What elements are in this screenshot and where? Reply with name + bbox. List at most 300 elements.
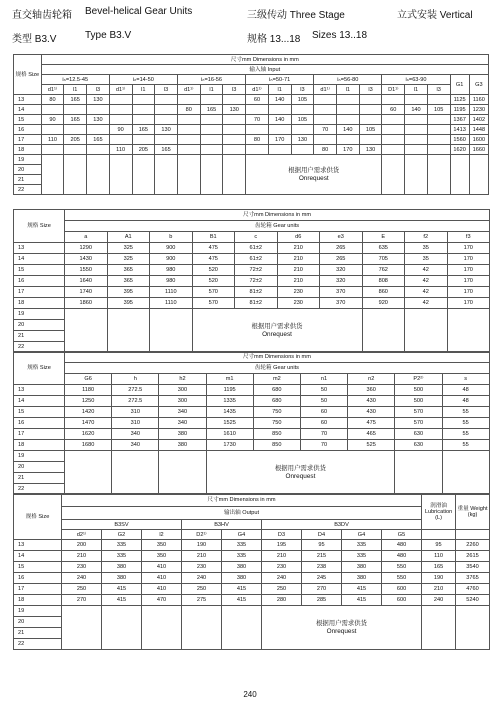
value-cell: 105 <box>291 115 314 125</box>
value-cell <box>87 155 110 195</box>
value-cell <box>109 115 132 125</box>
value-cell: 410 <box>142 584 182 595</box>
value-cell: 42 <box>405 287 448 298</box>
value-cell: 72±2 <box>235 276 278 287</box>
sub-header: G4 <box>342 530 382 540</box>
column-header: c <box>235 232 278 243</box>
value-cell <box>132 155 155 195</box>
value-cell <box>200 115 223 125</box>
column-header: n1 <box>300 374 347 385</box>
value-cell <box>382 145 405 155</box>
value-cell: 415 <box>222 584 262 595</box>
value-cell <box>405 115 428 125</box>
sub-header: l1 <box>64 85 87 95</box>
value-cell: 48 <box>442 385 489 396</box>
value-cell <box>155 135 178 145</box>
value-cell: 2260 <box>456 540 490 551</box>
value-cell: 1660 <box>469 145 488 155</box>
on-request-cn: 根据用户需求供货 <box>251 322 303 330</box>
value-cell <box>132 95 155 105</box>
table-row <box>14 298 490 309</box>
value-cell: 1402 <box>469 115 488 125</box>
value-cell <box>177 125 200 135</box>
value-cell: 50 <box>300 385 347 396</box>
on-request-note <box>192 309 362 353</box>
value-cell: 5240 <box>456 595 490 606</box>
value-cell: 265 <box>320 254 363 265</box>
value-cell <box>382 95 405 105</box>
value-cell: 200 <box>62 540 102 551</box>
value-cell: 140 <box>268 95 291 105</box>
value-cell: 170 <box>336 145 359 155</box>
value-cell: 380 <box>222 562 262 573</box>
value-cell: 170 <box>447 243 490 254</box>
value-cell <box>200 125 223 135</box>
value-cell: 170 <box>447 254 490 265</box>
value-cell <box>109 135 132 145</box>
size-cell: 20 <box>14 617 62 628</box>
value-cell: 70 <box>314 125 337 135</box>
column-header: d6 <box>277 232 320 243</box>
table-row <box>14 254 490 265</box>
sub-header: l3 <box>291 85 314 95</box>
value-cell: 2615 <box>456 551 490 562</box>
value-cell <box>155 115 178 125</box>
value-cell: 980 <box>150 265 193 276</box>
value-cell <box>200 95 223 105</box>
value-cell <box>102 606 142 650</box>
value-cell <box>336 135 359 145</box>
value-cell: 81±2 <box>235 298 278 309</box>
value-cell: 230 <box>62 562 102 573</box>
value-cell: 4760 <box>456 584 490 595</box>
on-request-en: Onrequest <box>285 472 316 480</box>
on-request-note <box>206 451 395 495</box>
column-header: f3 <box>447 232 490 243</box>
sub-header: l1 <box>132 85 155 95</box>
value-cell <box>336 115 359 125</box>
value-cell: 340 <box>159 418 206 429</box>
size-header: 规格 Size <box>14 55 42 95</box>
value-cell: 525 <box>348 440 395 451</box>
value-cell: 1600 <box>469 135 488 145</box>
value-cell: 808 <box>362 276 405 287</box>
value-cell <box>291 145 314 155</box>
sub-header: D2¹⁾ <box>182 530 222 540</box>
value-cell <box>64 155 87 195</box>
value-cell: 415 <box>342 584 382 595</box>
value-cell: 325 <box>107 243 150 254</box>
value-cell: 190 <box>182 540 222 551</box>
value-cell <box>246 125 269 135</box>
value-cell <box>427 145 450 155</box>
value-cell: 600 <box>382 595 422 606</box>
value-cell <box>405 95 428 105</box>
table-row <box>14 606 490 617</box>
value-cell <box>362 309 405 353</box>
sub-header: d1¹⁾ <box>109 85 132 95</box>
column-header: n2 <box>348 374 395 385</box>
header-row <box>14 221 490 232</box>
value-cell <box>112 451 159 495</box>
value-cell <box>395 451 442 495</box>
value-cell: 1435 <box>206 407 253 418</box>
value-cell: 1290 <box>65 243 108 254</box>
sub-header: l1 <box>405 85 428 95</box>
value-cell: 170 <box>447 276 490 287</box>
table-row <box>14 125 489 135</box>
value-cell <box>268 105 291 115</box>
sub-header: G4 <box>222 530 262 540</box>
value-cell: 380 <box>342 573 382 584</box>
size-cell: 19 <box>14 451 65 462</box>
sub-header: d1¹⁾ <box>246 85 269 95</box>
value-cell: 380 <box>222 573 262 584</box>
value-cell: 365 <box>107 276 150 287</box>
b3dv-header: B3DV <box>262 520 422 530</box>
value-cell <box>41 125 64 135</box>
value-cell: 270 <box>62 595 102 606</box>
sub-header: G5 <box>382 530 422 540</box>
b3sv-header: B3SV <box>62 520 182 530</box>
value-cell <box>427 135 450 145</box>
value-cell: 335 <box>102 551 142 562</box>
value-cell: 550 <box>382 573 422 584</box>
value-cell <box>405 125 428 135</box>
value-cell: 230 <box>277 287 320 298</box>
header-row <box>14 530 490 540</box>
mounting-label: 立式安装 Vertical <box>397 10 473 21</box>
size-cell: 20 <box>14 320 65 331</box>
table-row <box>14 451 490 462</box>
size-cell: 15 <box>14 115 42 125</box>
value-cell: 1470 <box>65 418 112 429</box>
value-cell: 165 <box>422 562 456 573</box>
value-cell <box>142 606 182 650</box>
on-request-note <box>262 606 422 650</box>
table-row <box>14 265 490 276</box>
value-cell <box>314 105 337 115</box>
value-cell: 60 <box>246 95 269 105</box>
value-cell: 335 <box>102 540 142 551</box>
size-cell: 18 <box>14 595 62 606</box>
value-cell: 55 <box>442 429 489 440</box>
value-cell <box>422 606 456 650</box>
value-cell: 245 <box>302 573 342 584</box>
value-cell: 165 <box>87 135 110 145</box>
value-cell: 1448 <box>469 125 488 135</box>
table-row <box>14 155 489 165</box>
size-header: 规格 Size <box>14 352 65 385</box>
value-cell: 230 <box>262 562 302 573</box>
value-cell: 240 <box>182 573 222 584</box>
value-cell: 205 <box>64 135 87 145</box>
value-cell: 272.5 <box>112 396 159 407</box>
ratio-group: iₙ=56-80 <box>314 75 382 85</box>
value-cell: 1195 <box>206 385 253 396</box>
size-cell: 15 <box>14 265 65 276</box>
value-cell: 165 <box>132 125 155 135</box>
column-header: m1 <box>206 374 253 385</box>
size-cell: 14 <box>14 105 42 115</box>
value-cell: 380 <box>102 573 142 584</box>
value-cell: 480 <box>382 551 422 562</box>
value-cell: 1860 <box>65 298 108 309</box>
value-cell <box>109 105 132 115</box>
value-cell <box>65 451 112 495</box>
value-cell: 1740 <box>65 287 108 298</box>
value-cell: 105 <box>291 95 314 105</box>
value-cell: 520 <box>192 276 235 287</box>
value-cell: 165 <box>200 105 223 115</box>
on-request-en: Onrequest <box>298 174 329 182</box>
value-cell: 380 <box>102 562 142 573</box>
lubrication-header: 润滑油 Lubrication (L) <box>422 494 456 530</box>
value-cell <box>382 115 405 125</box>
value-cell <box>450 155 469 195</box>
dims-header: 尺寸mm Dimensions in mm <box>65 210 490 221</box>
value-cell <box>87 125 110 135</box>
value-cell: 105 <box>427 105 450 115</box>
value-cell: 265 <box>320 243 363 254</box>
size-header: 规格 Size <box>14 210 65 243</box>
value-cell: 475 <box>192 243 235 254</box>
table-row <box>14 418 490 429</box>
value-cell: 1367 <box>450 115 469 125</box>
value-cell: 170 <box>447 287 490 298</box>
table-row <box>14 309 490 320</box>
size-cell: 17 <box>14 429 65 440</box>
value-cell: 61±2 <box>235 254 278 265</box>
size-cn: 规格 13...18 <box>247 34 301 45</box>
value-cell: 335 <box>222 540 262 551</box>
value-cell: 3540 <box>456 562 490 573</box>
value-cell <box>382 155 405 195</box>
sub-header: l1 <box>200 85 223 95</box>
header-row <box>14 210 490 221</box>
value-cell <box>427 95 450 105</box>
value-cell: 140 <box>405 105 428 115</box>
title-en: Bevel-helical Gear Units <box>85 6 193 17</box>
value-cell: 370 <box>320 298 363 309</box>
output-shaft-table <box>13 493 490 650</box>
sub-header: d1¹⁾ <box>314 85 337 95</box>
value-cell: 370 <box>320 287 363 298</box>
value-cell: 1413 <box>450 125 469 135</box>
sub-header: l3 <box>87 85 110 95</box>
value-cell: 415 <box>102 595 142 606</box>
size-cell: 22 <box>14 484 65 495</box>
type-en: Type B3.V <box>85 30 132 41</box>
value-cell <box>336 95 359 105</box>
value-cell: 1180 <box>65 385 112 396</box>
value-cell <box>223 135 246 145</box>
value-cell <box>427 115 450 125</box>
value-cell <box>177 135 200 145</box>
size-cell: 13 <box>14 540 62 551</box>
value-cell <box>382 135 405 145</box>
sub-header: l3 <box>427 85 450 95</box>
value-cell <box>155 155 178 195</box>
header-row <box>14 507 490 520</box>
value-cell: 170 <box>447 298 490 309</box>
value-cell: 95 <box>422 540 456 551</box>
value-cell: 340 <box>112 429 159 440</box>
gear-units-header: 齿轮箱 Gear units <box>65 363 490 374</box>
value-cell <box>405 145 428 155</box>
value-cell: 272.5 <box>112 385 159 396</box>
g3-header: G3 <box>469 75 488 95</box>
value-cell: 90 <box>109 125 132 135</box>
value-cell: 165 <box>64 95 87 105</box>
value-cell: 762 <box>362 265 405 276</box>
value-cell <box>177 145 200 155</box>
value-cell: 1110 <box>150 287 193 298</box>
size-cell: 19 <box>14 309 65 320</box>
value-cell: 170 <box>268 135 291 145</box>
value-cell: 110 <box>41 135 64 145</box>
size-cell: 18 <box>14 440 65 451</box>
value-cell: 90 <box>41 115 64 125</box>
value-cell: 42 <box>405 298 448 309</box>
on-request-cn: 根据用户需求供货 <box>315 619 368 627</box>
size-cell: 20 <box>14 462 65 473</box>
value-cell: 60 <box>382 105 405 115</box>
value-cell: 140 <box>336 125 359 135</box>
value-cell: 350 <box>142 540 182 551</box>
value-cell: 1525 <box>206 418 253 429</box>
value-cell <box>223 125 246 135</box>
size-cell: 17 <box>14 287 65 298</box>
column-header: B1 <box>192 232 235 243</box>
value-cell: 70 <box>300 440 347 451</box>
value-cell: 410 <box>142 562 182 573</box>
gear-unit-table-b <box>13 351 490 495</box>
value-cell <box>155 95 178 105</box>
table-row <box>14 429 490 440</box>
value-cell: 475 <box>348 418 395 429</box>
size-cell: 14 <box>14 396 65 407</box>
header-row <box>14 363 490 374</box>
value-cell: 1640 <box>65 276 108 287</box>
value-cell: 55 <box>442 407 489 418</box>
value-cell <box>314 135 337 145</box>
value-cell: 415 <box>342 595 382 606</box>
value-cell: 210 <box>277 254 320 265</box>
value-cell: 210 <box>277 276 320 287</box>
value-cell <box>359 105 382 115</box>
value-cell: 465 <box>348 429 395 440</box>
value-cell: 500 <box>395 396 442 407</box>
value-cell: 170 <box>447 265 490 276</box>
value-cell: 850 <box>253 429 300 440</box>
size-cell: 19 <box>14 155 42 165</box>
value-cell: 1610 <box>206 429 253 440</box>
value-cell: 325 <box>107 254 150 265</box>
value-cell: 920 <box>362 298 405 309</box>
page-number: 240 <box>243 690 257 699</box>
value-cell: 395 <box>107 298 150 309</box>
value-cell <box>132 115 155 125</box>
value-cell: 1680 <box>65 440 112 451</box>
stage-label: 三级传动 Three Stage <box>247 10 345 21</box>
size-cell: 22 <box>14 185 42 195</box>
value-cell <box>182 606 222 650</box>
sub-header: G2 <box>102 530 142 540</box>
value-cell <box>422 530 456 540</box>
table-row <box>14 105 489 115</box>
value-cell <box>200 135 223 145</box>
value-cell: 140 <box>268 115 291 125</box>
column-header: E <box>362 232 405 243</box>
value-cell: 635 <box>362 243 405 254</box>
value-cell <box>336 105 359 115</box>
column-header: A1 <box>107 232 150 243</box>
table-row <box>14 595 490 606</box>
value-cell: 415 <box>222 595 262 606</box>
value-cell: 190 <box>422 573 456 584</box>
value-cell: 1230 <box>469 105 488 115</box>
size-cell: 21 <box>14 331 65 342</box>
header-row <box>14 520 490 530</box>
value-cell <box>268 145 291 155</box>
on-request-en: Onrequest <box>262 330 292 338</box>
value-cell <box>442 451 489 495</box>
value-cell: 250 <box>62 584 102 595</box>
value-cell: 630 <box>395 440 442 451</box>
value-cell: 210 <box>182 551 222 562</box>
size-cell: 15 <box>14 562 62 573</box>
value-cell: 130 <box>87 95 110 105</box>
table-row <box>14 440 490 451</box>
value-cell: 550 <box>382 562 422 573</box>
value-cell: 1125 <box>450 95 469 105</box>
output-header: 输出轴 Output <box>62 507 422 520</box>
size-cell: 19 <box>14 606 62 617</box>
value-cell <box>314 95 337 105</box>
value-cell <box>65 309 108 353</box>
value-cell: 42 <box>405 276 448 287</box>
value-cell: 3765 <box>456 573 490 584</box>
sub-header: l1 <box>336 85 359 95</box>
value-cell: 80 <box>177 105 200 115</box>
on-request-cn: 根据用户需求供货 <box>274 464 326 472</box>
value-cell: 205 <box>132 145 155 155</box>
size-cell: 22 <box>14 342 65 353</box>
value-cell: 320 <box>320 265 363 276</box>
value-cell <box>41 145 64 155</box>
value-cell <box>107 309 150 353</box>
value-cell: 42 <box>405 265 448 276</box>
value-cell: 705 <box>362 254 405 265</box>
value-cell <box>200 155 223 195</box>
value-cell: 430 <box>348 407 395 418</box>
value-cell: 110 <box>109 145 132 155</box>
ratio-group: iₙ=16-56 <box>177 75 245 85</box>
value-cell: 55 <box>442 418 489 429</box>
dims-header: 尺寸mm Dimensions in mm <box>62 494 422 507</box>
header-row <box>14 374 490 385</box>
size-en: Sizes 13..18 <box>312 30 368 41</box>
value-cell <box>64 105 87 115</box>
size-cell: 14 <box>14 551 62 562</box>
dims-header: 尺寸mm Dimensions in mm <box>65 352 490 363</box>
sub-header: D4 <box>302 530 342 540</box>
value-cell <box>246 105 269 115</box>
value-cell <box>427 125 450 135</box>
header-row <box>14 232 490 243</box>
value-cell: 750 <box>253 407 300 418</box>
